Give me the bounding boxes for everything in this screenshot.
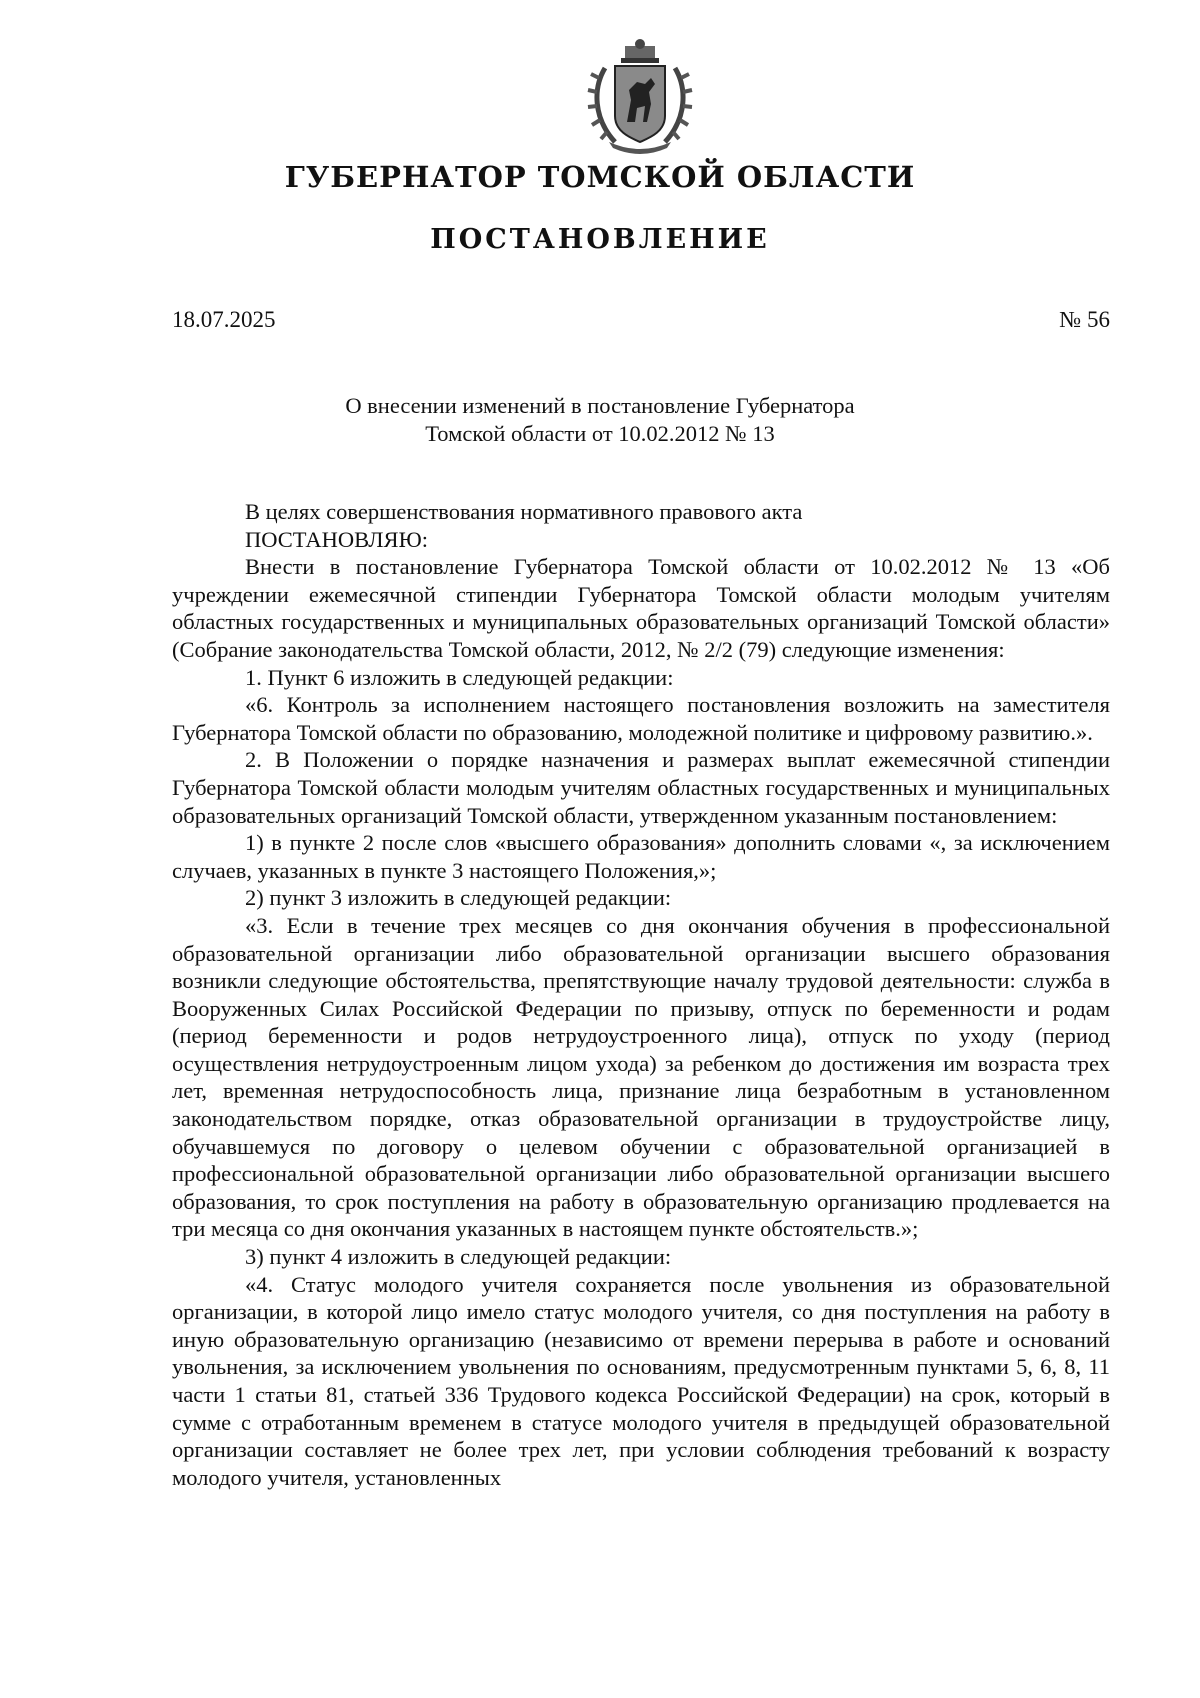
body-paragraph: В целях совершенствования нормативного правового акта bbox=[245, 499, 803, 524]
document-subject bbox=[0, 392, 1200, 448]
body-paragraph: 2. В Положении о порядке назначения и размерах выплат ежемесячной стипендии Губернатора Томской области молодым учителям областных государственных и муниципальных образовательных организаций Томской области, утвержденном указанным постановлением: bbox=[172, 747, 1110, 828]
body-paragraph: «3. Если в течение трех месяцев со дня окончания обучения в профессиональной образовательной организации либо образовательной организации высшего образования возникли следующие обстоятельства, препятствующие началу трудовой деятельности: служба в Вооруженных Силах Российской Федерации по призыву, отпуск по беременности и родам (период беременности и родов нетрудоустроенного лица), отпуск по уходу (период осуществления нетрудоустроенным лицом ухода) за ребенком до достижения им возраста трех лет, временная нетрудоспособность лица, признание лица безработным в установленном законодательством порядке, отказ образовательной организации в трудоустройстве лицу, обучавшемуся по договору о целевом обучении с образовательной организацией в профессиональной образовательной организации либо образовательной организации высшего образования, то срок поступления на работу в образовательную организацию продлевается на три месяца со дня окончания указанных в настоящем пункте обстоятельств.»; bbox=[172, 912, 1110, 1242]
body-paragraph: «6. Контроль за исполнением настоящего постановления возложить на заместителя Губернатора Томской области по образованию, молодежной политике и цифровому развитию.». bbox=[172, 692, 1110, 745]
body-paragraph: 2) пункт 3 изложить в следующей редакции: bbox=[245, 885, 672, 911]
body-paragraph: «4. Статус молодого учителя сохраняется после увольнения из образовательной организации, в которой лицо имело статус молодого учителя, со дня поступления на работу в иную образовательную организацию (независимо от времени перерыва в работе и оснований увольнения, за исключением увольнения по основаниям, предусмотренным пунктами 5, 6, 8, 11 части 1 статьи 81, статьей 336 Трудового кодекса Российской Федерации) на срок, который в сумме с отработанным временем в статусе молодого учителя в предыдущей образовательной организации составляет не более трех лет, при условии соблюдения требований к возрасту молодого учителя, установленных bbox=[172, 1271, 1110, 1490]
document-date: 18.07.2025 bbox=[172, 307, 276, 332]
subject-line-2: Томской области от 10.02.2012 № 13 bbox=[425, 421, 775, 446]
subject-line-1: О внесении изменений в постановление Губернатора bbox=[345, 393, 855, 418]
body-paragraph: 1. Пункт 6 изложить в следующей редакции: bbox=[245, 664, 674, 690]
body-paragraph: 1) в пункте 2 после слов «высшего образования» дополнить словами «, за исключением случаев, указанных в пункте 3 настоящего Положения,»; bbox=[172, 830, 1110, 883]
body-paragraph: Внести в постановление Губернатора Томской области от 10.02.2012 № 13 «Об учреждении ежемесячной стипендии Губернатора Томской области молодым учителям областных государственных и муниципальных образовательных организаций Томской области» (Собрание законодательства Томской области, 2012, № 2/2 (79) следующие изменения: bbox=[172, 554, 1110, 662]
coat-of-arms-icon bbox=[585, 38, 695, 156]
issuing-authority-heading: ГУБЕРНАТОР ТОМСКОЙ ОБЛАСТИ bbox=[284, 160, 916, 194]
body-paragraph: ПОСТАНОВЛЯЮ: bbox=[245, 526, 428, 552]
body-paragraph: 3) пункт 4 изложить в следующей редакции: bbox=[245, 1244, 672, 1270]
document-type-heading: ПОСТАНОВЛЕНИЕ bbox=[430, 224, 770, 255]
document-body bbox=[172, 498, 1110, 1491]
document-number: № 56 bbox=[1059, 307, 1110, 332]
